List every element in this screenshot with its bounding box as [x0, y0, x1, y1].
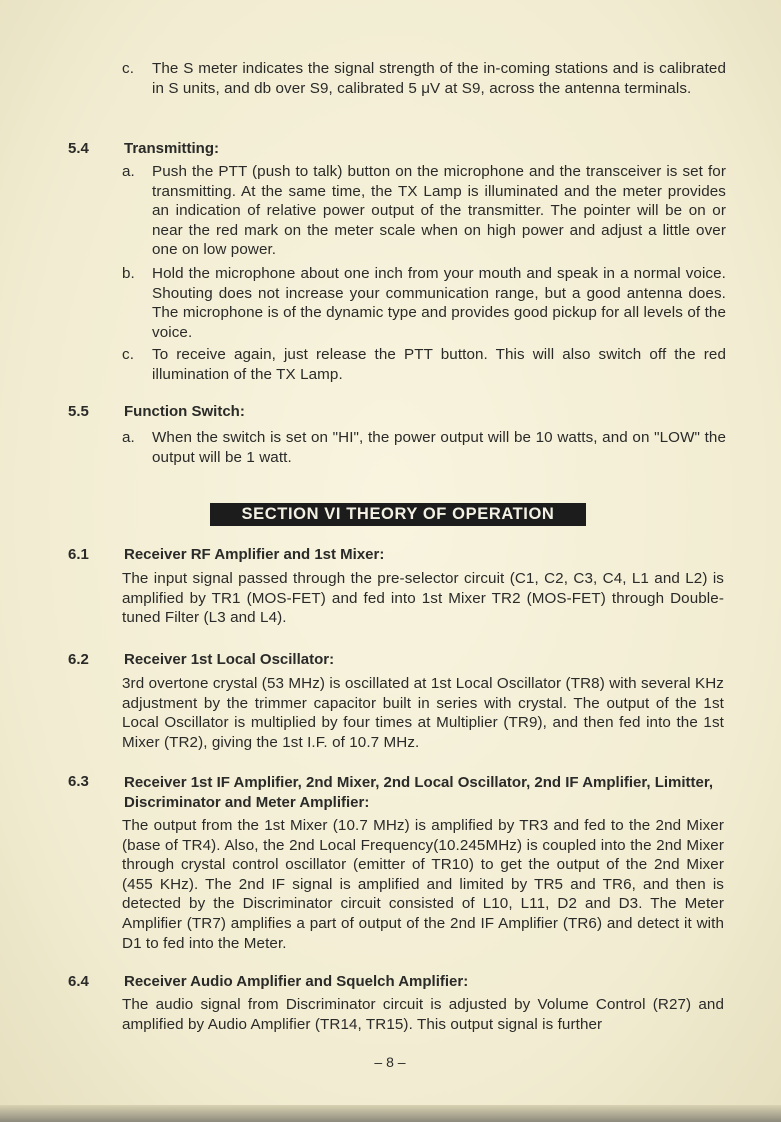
item-text: Hold the microphone about one inch from your mouth and speak in a normal voice. Shouting does not increase your communication range, but a good antenna does. The microphone is of the dynamic type and provides good pickup for all levels of the voice. [152, 265, 726, 341]
section-title: Receiver 1st IF Amplifier, 2nd Mixer, 2nd Local Oscillator, 2nd IF Amplifier, Limitter, Discriminator and Meter Amplifier: [124, 774, 714, 811]
section-banner: SECTION VI THEORY OF OPERATION [210, 503, 586, 526]
section-number: 6.2 [68, 651, 89, 668]
section-title: Function Switch: [124, 403, 245, 420]
section-title: Transmitting: [124, 140, 220, 157]
list-item [122, 345, 726, 384]
section-number: 6.4 [68, 973, 89, 990]
section-number: 6.3 [68, 773, 89, 790]
section-paragraph: The audio signal from Discriminator circuit is adjusted by Volume Control (R27) and amplified by Audio Amplifier (TR14, TR15). This output signal is further [122, 996, 724, 1033]
section-title: Receiver 1st Local Oscillator: [124, 651, 335, 668]
item-label: a. [122, 163, 135, 180]
s-meter-item [122, 59, 726, 98]
section-paragraph: The output from the 1st Mixer (10.7 MHz) is amplified by TR3 and fed to the 2nd Mixer (base of TR4). Also, the 2nd Local Frequency(10.245MHz) is coupled into the 2nd Mixer through crystal control oscillator (emitter of TR10) to get the output of the 2nd Mixer (455 KHz). The 2nd IF signal is amplified and limited by TR5 and TR6, and then is detected by the Discriminator circuit consisted of L10, L11, D2 and D3. The Meter Amplifier (TR7) amplifies a part of output of the 2nd IF Amplifier (TR6) and detect it with D1 to fed into the Meter. [122, 817, 724, 952]
item-label: c. [122, 346, 135, 363]
section-number: 6.1 [68, 546, 89, 563]
section-paragraph: The input signal passed through the pre-selector circuit (C1, C2, C3, C4, L1 and L2) is amplified by TR1 (MOS-FET) and fed into 1st Mixer TR2 (MOS-FET) through Double-tuned Filter (L3 and L4). [122, 570, 724, 627]
page-number: – 8 – [374, 1054, 406, 1070]
section-title: Receiver Audio Amplifier and Squelch Amplifier: [124, 973, 469, 990]
page-edge-shadow [0, 1105, 781, 1122]
section-title: Receiver RF Amplifier and 1st Mixer: [124, 546, 385, 563]
section-number: 5.5 [68, 403, 89, 420]
item-label: a. [122, 429, 135, 446]
item-text: When the switch is set on "HI", the power output will be 10 watts, and on "LOW" the output will be 1 watt. [152, 429, 726, 466]
item-text: Push the PTT (push to talk) button on the microphone and the transceiver is set for transmitting. At the same time, the TX Lamp is illuminated and the meter provides an indication of relative power output of the transmitter. The pointer will be on or near the red mark on the meter scale when on high power and adjust a little over one on low power. [152, 163, 726, 259]
section-paragraph: 3rd overtone crystal (53 MHz) is oscillated at 1st Local Oscillator (TR8) with several KHz adjustment by the trimmer capacitor built in series with crystal. The output of the 1st Local Oscillator is multiplied by four times at Multiplier (TR9), and then fed into the 1st Mixer (TR2), giving the 1st I.F. of 10.7 MHz. [122, 675, 724, 751]
list-item [122, 162, 726, 260]
item-label: b. [122, 265, 135, 282]
item-label: c. [122, 60, 135, 77]
item-text: To receive again, just release the PTT button. This will also switch off the red illumination of the TX Lamp. [152, 346, 726, 383]
section-number: 5.4 [68, 140, 89, 157]
list-item [122, 264, 726, 342]
item-text: The S meter indicates the signal strength of the in-coming stations and is calibrated in S units, and db over S9, calibrated 5 μV at S9, across the antenna terminals. [152, 60, 726, 97]
list-item [122, 428, 726, 467]
